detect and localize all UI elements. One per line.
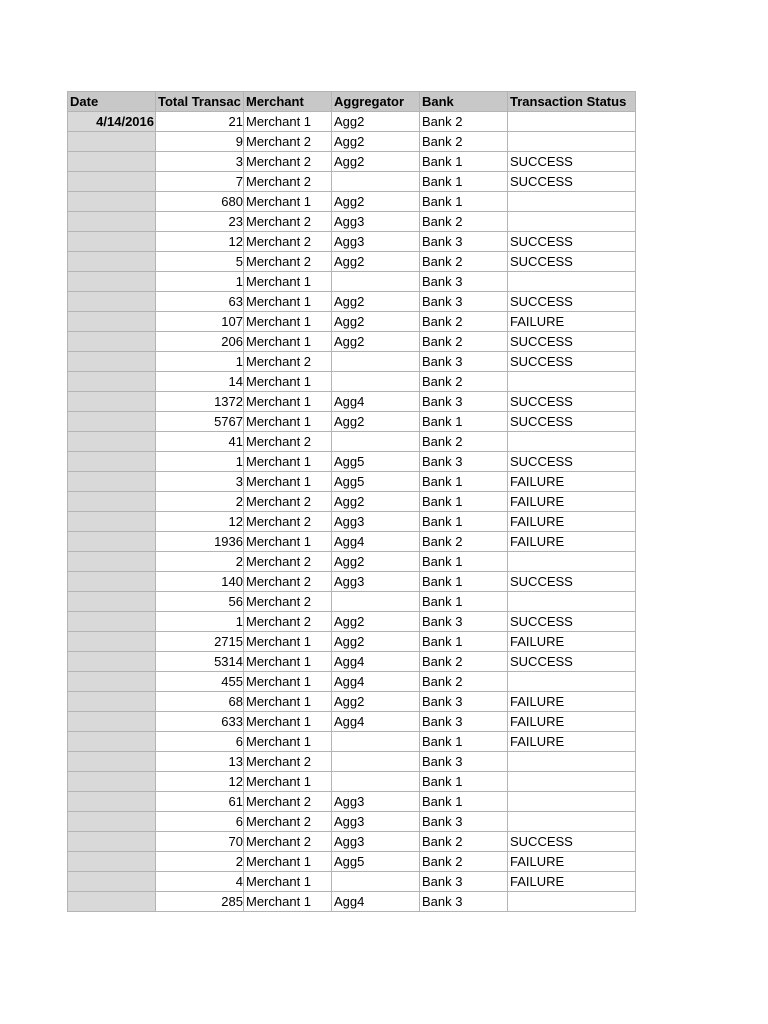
table-row	[68, 612, 636, 632]
aggregator-cell: Agg3	[332, 812, 420, 832]
header-total-transactions: Total Transac	[156, 92, 244, 112]
date-cell	[68, 332, 156, 352]
aggregator-cell	[332, 772, 420, 792]
bank-cell: Bank 2	[420, 852, 508, 872]
status-cell: SUCCESS	[508, 332, 636, 352]
merchant-cell: Merchant 1	[244, 312, 332, 332]
merchant-cell: Merchant 2	[244, 252, 332, 272]
bank-cell: Bank 2	[420, 652, 508, 672]
total-transactions-cell: 455	[156, 672, 244, 692]
merchant-cell: Merchant 1	[244, 332, 332, 352]
merchant-cell: Merchant 1	[244, 672, 332, 692]
aggregator-cell: Agg4	[332, 892, 420, 912]
status-cell	[508, 212, 636, 232]
total-transactions-cell: 5	[156, 252, 244, 272]
status-cell: SUCCESS	[508, 452, 636, 472]
table-row	[68, 272, 636, 292]
date-cell	[68, 412, 156, 432]
bank-cell: Bank 2	[420, 212, 508, 232]
table-row	[68, 552, 636, 572]
bank-cell: Bank 2	[420, 132, 508, 152]
merchant-cell: Merchant 2	[244, 132, 332, 152]
date-cell	[68, 392, 156, 412]
date-cell	[68, 812, 156, 832]
status-cell: FAILURE	[508, 872, 636, 892]
bank-cell: Bank 2	[420, 832, 508, 852]
aggregator-cell: Agg2	[332, 192, 420, 212]
status-cell: SUCCESS	[508, 292, 636, 312]
date-cell	[68, 592, 156, 612]
table-row	[68, 872, 636, 892]
date-cell	[68, 732, 156, 752]
status-cell: SUCCESS	[508, 172, 636, 192]
table-header	[68, 92, 636, 112]
bank-cell: Bank 3	[420, 352, 508, 372]
status-cell: FAILURE	[508, 712, 636, 732]
merchant-cell: Merchant 2	[244, 492, 332, 512]
aggregator-cell	[332, 872, 420, 892]
date-cell	[68, 712, 156, 732]
date-cell	[68, 272, 156, 292]
aggregator-cell: Agg2	[332, 412, 420, 432]
aggregator-cell	[332, 752, 420, 772]
merchant-cell: Merchant 1	[244, 712, 332, 732]
aggregator-cell: Agg4	[332, 672, 420, 692]
date-cell	[68, 192, 156, 212]
table-row	[68, 352, 636, 372]
aggregator-cell	[332, 352, 420, 372]
merchant-cell: Merchant 2	[244, 572, 332, 592]
date-cell	[68, 152, 156, 172]
table-row	[68, 152, 636, 172]
date-cell	[68, 832, 156, 852]
header-row	[68, 92, 636, 112]
total-transactions-cell: 5767	[156, 412, 244, 432]
bank-cell: Bank 3	[420, 232, 508, 252]
merchant-cell: Merchant 1	[244, 292, 332, 312]
header-transaction-status: Transaction Status	[508, 92, 636, 112]
aggregator-cell: Agg2	[332, 692, 420, 712]
table-row	[68, 852, 636, 872]
date-cell	[68, 492, 156, 512]
date-cell	[68, 472, 156, 492]
total-transactions-cell: 12	[156, 512, 244, 532]
total-transactions-cell: 6	[156, 812, 244, 832]
date-cell	[68, 892, 156, 912]
total-transactions-cell: 2	[156, 492, 244, 512]
date-cell	[68, 312, 156, 332]
total-transactions-cell: 9	[156, 132, 244, 152]
status-cell: FAILURE	[508, 692, 636, 712]
merchant-cell: Merchant 1	[244, 772, 332, 792]
status-cell: FAILURE	[508, 852, 636, 872]
table-row	[68, 312, 636, 332]
bank-cell: Bank 3	[420, 272, 508, 292]
header-merchant: Merchant	[244, 92, 332, 112]
aggregator-cell: Agg2	[332, 132, 420, 152]
merchant-cell: Merchant 2	[244, 592, 332, 612]
status-cell: SUCCESS	[508, 832, 636, 852]
date-cell	[68, 352, 156, 372]
merchant-cell: Merchant 1	[244, 872, 332, 892]
status-cell: FAILURE	[508, 312, 636, 332]
status-cell: SUCCESS	[508, 352, 636, 372]
table-row	[68, 712, 636, 732]
bank-cell: Bank 1	[420, 732, 508, 752]
status-cell: SUCCESS	[508, 392, 636, 412]
bank-cell: Bank 3	[420, 452, 508, 472]
total-transactions-cell: 56	[156, 592, 244, 612]
merchant-cell: Merchant 2	[244, 792, 332, 812]
table-row	[68, 532, 636, 552]
aggregator-cell	[332, 272, 420, 292]
bank-cell: Bank 3	[420, 712, 508, 732]
total-transactions-cell: 14	[156, 372, 244, 392]
aggregator-cell: Agg4	[332, 392, 420, 412]
date-cell	[68, 872, 156, 892]
table-row	[68, 212, 636, 232]
status-cell: FAILURE	[508, 472, 636, 492]
aggregator-cell	[332, 432, 420, 452]
bank-cell: Bank 1	[420, 472, 508, 492]
aggregator-cell: Agg2	[332, 552, 420, 572]
merchant-cell: Merchant 2	[244, 512, 332, 532]
date-cell	[68, 612, 156, 632]
merchant-cell: Merchant 1	[244, 532, 332, 552]
bank-cell: Bank 2	[420, 672, 508, 692]
aggregator-cell: Agg3	[332, 572, 420, 592]
merchant-cell: Merchant 2	[244, 232, 332, 252]
aggregator-cell	[332, 172, 420, 192]
merchant-cell: Merchant 2	[244, 152, 332, 172]
date-cell	[68, 692, 156, 712]
total-transactions-cell: 63	[156, 292, 244, 312]
bank-cell: Bank 3	[420, 692, 508, 712]
aggregator-cell: Agg2	[332, 612, 420, 632]
table-row	[68, 412, 636, 432]
bank-cell: Bank 1	[420, 152, 508, 172]
date-cell	[68, 532, 156, 552]
total-transactions-cell: 61	[156, 792, 244, 812]
status-cell	[508, 892, 636, 912]
total-transactions-cell: 1	[156, 272, 244, 292]
bank-cell: Bank 1	[420, 632, 508, 652]
total-transactions-cell: 2	[156, 852, 244, 872]
header-aggregator: Aggregator	[332, 92, 420, 112]
date-cell	[68, 672, 156, 692]
status-cell: FAILURE	[508, 532, 636, 552]
bank-cell: Bank 3	[420, 892, 508, 912]
table-row	[68, 432, 636, 452]
aggregator-cell: Agg4	[332, 712, 420, 732]
total-transactions-cell: 21	[156, 112, 244, 132]
bank-cell: Bank 2	[420, 372, 508, 392]
aggregator-cell: Agg4	[332, 532, 420, 552]
table-body	[68, 112, 636, 912]
aggregator-cell: Agg5	[332, 852, 420, 872]
table-row	[68, 512, 636, 532]
total-transactions-cell: 3	[156, 152, 244, 172]
table-row	[68, 812, 636, 832]
status-cell	[508, 772, 636, 792]
merchant-cell: Merchant 1	[244, 732, 332, 752]
date-cell	[68, 852, 156, 872]
merchant-cell: Merchant 1	[244, 472, 332, 492]
merchant-cell: Merchant 1	[244, 372, 332, 392]
merchant-cell: Merchant 2	[244, 612, 332, 632]
merchant-cell: Merchant 1	[244, 112, 332, 132]
date-cell	[68, 772, 156, 792]
total-transactions-cell: 7	[156, 172, 244, 192]
status-cell	[508, 112, 636, 132]
aggregator-cell: Agg5	[332, 452, 420, 472]
merchant-cell: Merchant 2	[244, 832, 332, 852]
table-row	[68, 792, 636, 812]
total-transactions-cell: 1	[156, 352, 244, 372]
status-cell	[508, 812, 636, 832]
bank-cell: Bank 3	[420, 752, 508, 772]
table-row	[68, 192, 636, 212]
merchant-cell: Merchant 1	[244, 692, 332, 712]
date-cell: 4/14/2016	[68, 112, 156, 132]
table-row	[68, 112, 636, 132]
total-transactions-cell: 41	[156, 432, 244, 452]
status-cell	[508, 192, 636, 212]
aggregator-cell: Agg2	[332, 632, 420, 652]
status-cell: SUCCESS	[508, 572, 636, 592]
bank-cell: Bank 2	[420, 112, 508, 132]
bank-cell: Bank 1	[420, 772, 508, 792]
aggregator-cell: Agg2	[332, 292, 420, 312]
table-row	[68, 472, 636, 492]
table-row	[68, 452, 636, 472]
table-row	[68, 292, 636, 312]
aggregator-cell: Agg3	[332, 232, 420, 252]
transactions-table	[67, 91, 636, 912]
merchant-cell: Merchant 1	[244, 192, 332, 212]
total-transactions-cell: 285	[156, 892, 244, 912]
bank-cell: Bank 1	[420, 192, 508, 212]
merchant-cell: Merchant 1	[244, 632, 332, 652]
table-row	[68, 492, 636, 512]
merchant-cell: Merchant 1	[244, 452, 332, 472]
bank-cell: Bank 1	[420, 552, 508, 572]
total-transactions-cell: 1	[156, 452, 244, 472]
total-transactions-cell: 12	[156, 772, 244, 792]
status-cell: SUCCESS	[508, 232, 636, 252]
status-cell	[508, 132, 636, 152]
total-transactions-cell: 13	[156, 752, 244, 772]
total-transactions-cell: 2	[156, 552, 244, 572]
status-cell	[508, 792, 636, 812]
date-cell	[68, 652, 156, 672]
table-row	[68, 332, 636, 352]
table-row	[68, 672, 636, 692]
date-cell	[68, 752, 156, 772]
date-cell	[68, 552, 156, 572]
total-transactions-cell: 1936	[156, 532, 244, 552]
status-cell	[508, 592, 636, 612]
date-cell	[68, 572, 156, 592]
total-transactions-cell: 680	[156, 192, 244, 212]
table-row	[68, 172, 636, 192]
merchant-cell: Merchant 1	[244, 392, 332, 412]
aggregator-cell: Agg3	[332, 512, 420, 532]
aggregator-cell	[332, 592, 420, 612]
merchant-cell: Merchant 2	[244, 812, 332, 832]
bank-cell: Bank 3	[420, 612, 508, 632]
status-cell: FAILURE	[508, 492, 636, 512]
status-cell: SUCCESS	[508, 152, 636, 172]
aggregator-cell: Agg2	[332, 152, 420, 172]
table-row	[68, 772, 636, 792]
status-cell	[508, 552, 636, 572]
total-transactions-cell: 1	[156, 612, 244, 632]
table-row	[68, 392, 636, 412]
status-cell	[508, 432, 636, 452]
bank-cell: Bank 1	[420, 592, 508, 612]
date-cell	[68, 172, 156, 192]
bank-cell: Bank 2	[420, 312, 508, 332]
aggregator-cell: Agg2	[332, 112, 420, 132]
date-cell	[68, 432, 156, 452]
bank-cell: Bank 1	[420, 572, 508, 592]
status-cell	[508, 372, 636, 392]
aggregator-cell: Agg3	[332, 832, 420, 852]
table-row	[68, 832, 636, 852]
date-cell	[68, 632, 156, 652]
date-cell	[68, 132, 156, 152]
bank-cell: Bank 1	[420, 512, 508, 532]
total-transactions-cell: 6	[156, 732, 244, 752]
table-row	[68, 252, 636, 272]
date-cell	[68, 252, 156, 272]
bank-cell: Bank 3	[420, 872, 508, 892]
status-cell: SUCCESS	[508, 252, 636, 272]
table-row	[68, 752, 636, 772]
aggregator-cell: Agg2	[332, 312, 420, 332]
merchant-cell: Merchant 2	[244, 352, 332, 372]
total-transactions-cell: 5314	[156, 652, 244, 672]
status-cell	[508, 672, 636, 692]
date-cell	[68, 372, 156, 392]
status-cell: SUCCESS	[508, 652, 636, 672]
merchant-cell: Merchant 1	[244, 852, 332, 872]
table-row	[68, 692, 636, 712]
date-cell	[68, 452, 156, 472]
table-row	[68, 232, 636, 252]
date-cell	[68, 292, 156, 312]
bank-cell: Bank 3	[420, 812, 508, 832]
aggregator-cell: Agg5	[332, 472, 420, 492]
total-transactions-cell: 140	[156, 572, 244, 592]
table-row	[68, 652, 636, 672]
aggregator-cell	[332, 732, 420, 752]
merchant-cell: Merchant 2	[244, 752, 332, 772]
table-row	[68, 592, 636, 612]
merchant-cell: Merchant 1	[244, 652, 332, 672]
total-transactions-cell: 70	[156, 832, 244, 852]
status-cell: SUCCESS	[508, 412, 636, 432]
date-cell	[68, 512, 156, 532]
merchant-cell: Merchant 2	[244, 432, 332, 452]
aggregator-cell: Agg2	[332, 492, 420, 512]
status-cell	[508, 272, 636, 292]
bank-cell: Bank 2	[420, 532, 508, 552]
total-transactions-cell: 4	[156, 872, 244, 892]
table-row	[68, 632, 636, 652]
merchant-cell: Merchant 1	[244, 272, 332, 292]
aggregator-cell: Agg2	[332, 332, 420, 352]
header-bank: Bank	[420, 92, 508, 112]
header-date: Date	[68, 92, 156, 112]
bank-cell: Bank 3	[420, 292, 508, 312]
bank-cell: Bank 1	[420, 792, 508, 812]
status-cell: FAILURE	[508, 512, 636, 532]
bank-cell: Bank 2	[420, 432, 508, 452]
total-transactions-cell: 23	[156, 212, 244, 232]
total-transactions-cell: 3	[156, 472, 244, 492]
aggregator-cell: Agg4	[332, 652, 420, 672]
table-row	[68, 892, 636, 912]
table-row	[68, 372, 636, 392]
table-row	[68, 572, 636, 592]
status-cell: FAILURE	[508, 632, 636, 652]
date-cell	[68, 792, 156, 812]
aggregator-cell: Agg3	[332, 212, 420, 232]
date-cell	[68, 232, 156, 252]
bank-cell: Bank 1	[420, 172, 508, 192]
bank-cell: Bank 3	[420, 392, 508, 412]
bank-cell: Bank 2	[420, 252, 508, 272]
merchant-cell: Merchant 2	[244, 212, 332, 232]
aggregator-cell	[332, 372, 420, 392]
status-cell: FAILURE	[508, 732, 636, 752]
total-transactions-cell: 107	[156, 312, 244, 332]
merchant-cell: Merchant 2	[244, 552, 332, 572]
merchant-cell: Merchant 2	[244, 172, 332, 192]
total-transactions-cell: 68	[156, 692, 244, 712]
bank-cell: Bank 2	[420, 332, 508, 352]
bank-cell: Bank 1	[420, 412, 508, 432]
aggregator-cell: Agg2	[332, 252, 420, 272]
table-row	[68, 732, 636, 752]
total-transactions-cell: 633	[156, 712, 244, 732]
total-transactions-cell: 2715	[156, 632, 244, 652]
aggregator-cell: Agg3	[332, 792, 420, 812]
status-cell	[508, 752, 636, 772]
bank-cell: Bank 1	[420, 492, 508, 512]
date-cell	[68, 212, 156, 232]
total-transactions-cell: 1372	[156, 392, 244, 412]
total-transactions-cell: 206	[156, 332, 244, 352]
merchant-cell: Merchant 1	[244, 412, 332, 432]
status-cell: SUCCESS	[508, 612, 636, 632]
merchant-cell: Merchant 1	[244, 892, 332, 912]
table-row	[68, 132, 636, 152]
total-transactions-cell: 12	[156, 232, 244, 252]
